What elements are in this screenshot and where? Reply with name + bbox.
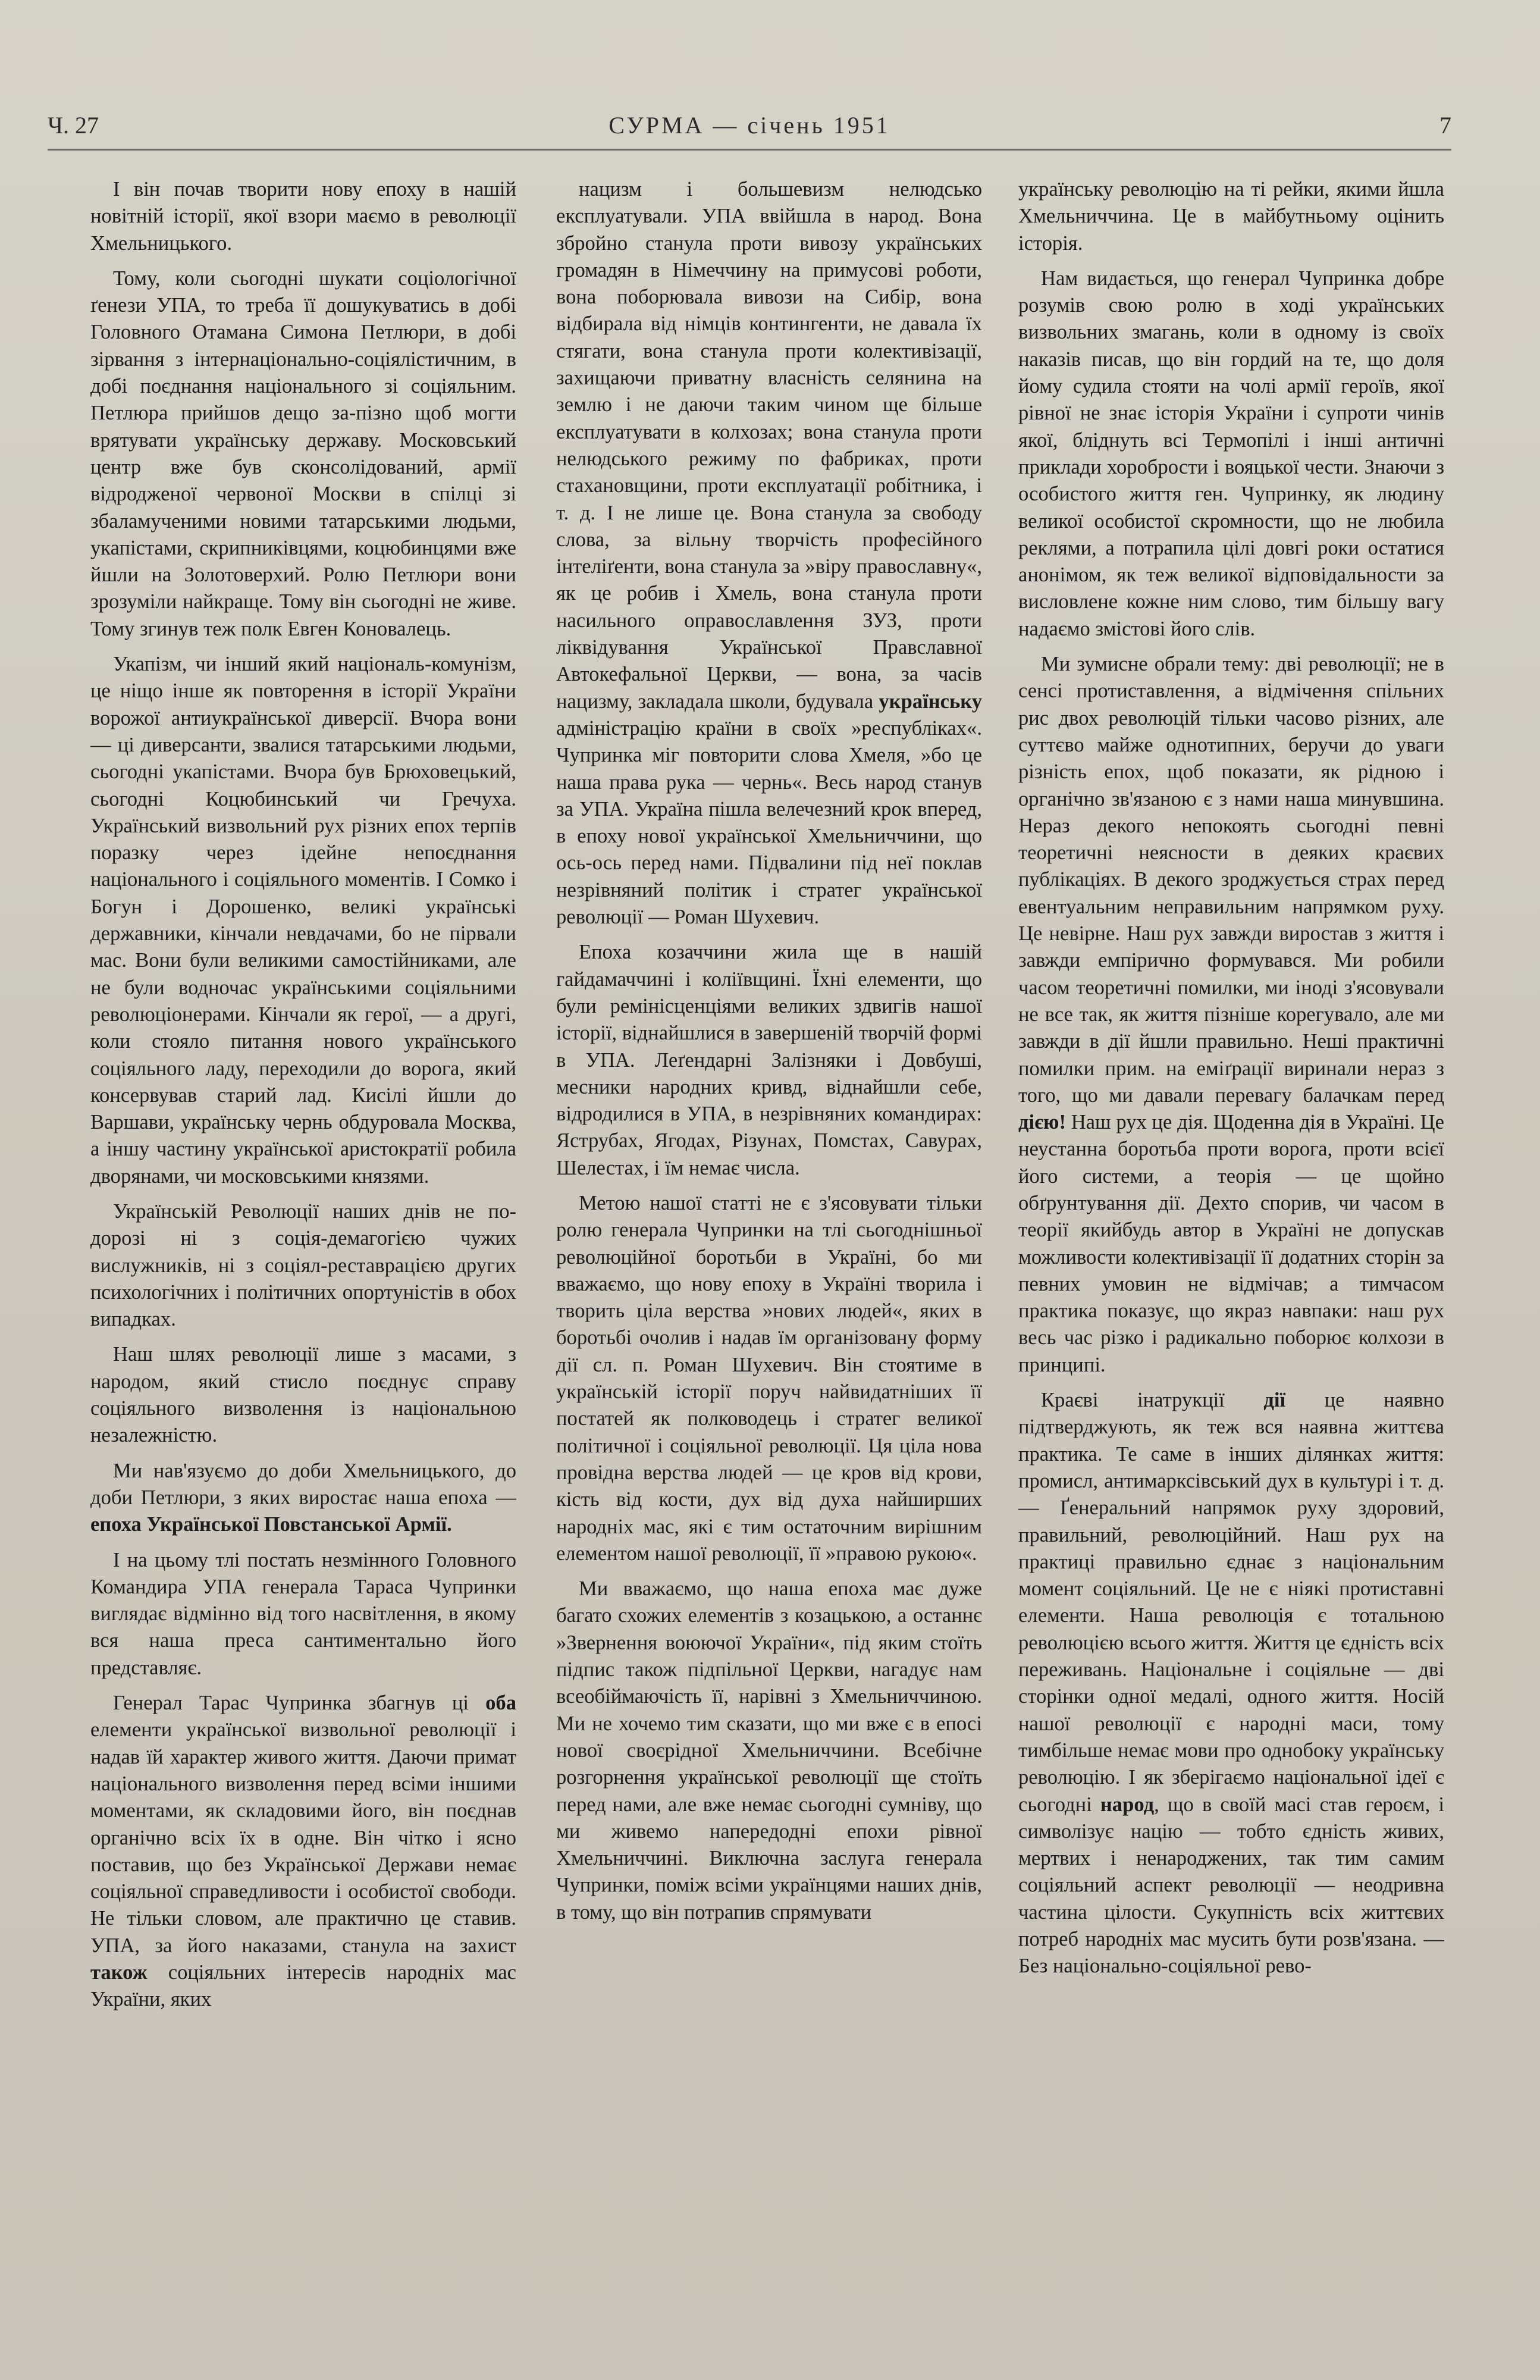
paragraph-text: Наш рух це дія. Щоденна дія в Україні. Це неустанна боротьба проти ворога, проти всієї його системи, а теорія — це щойно обґрунтування дії. Дехто спорив, чи часом в теорії якийбудь автор в Україні не допускав можливости колективізації її додатних сторін за певних умовин не відмічав; а тимчасом практика показує, що якраз навпаки: наш рух весь час різко і радикально поборює колхози в принципі.	[1018, 1111, 1444, 1376]
paragraph-text: І він почав творити нову епоху в нашій новітній історії, якої взори маємо в революції Хмельницького.	[90, 178, 516, 255]
paragraph-text: соціяльних інтересів народніх мас України, яких	[90, 1961, 516, 2011]
paragraph-text: нацизм і большевизм нелюдсько експлуатували. УПА ввійшла в народ. Вона збройно станула проти вивозу українських громадян в Німеччину на примусові роботи, вона поборювала вивози на Сибір, вона відбирала від німців контингенти, не давала їх стягати, вона станула проти колективізації, захищаючи приватну власність селянина на землю і не даючи таким чином ще більше експлуатувати в колхозах; вона станула проти нелюдського режиму по фабриках, проти стахановщини, проти експлуатації робітника, і т. д. І не лише це. Вона станула за свободу слова, за вільну творчість професійного інтеліґенти, вона станула за »віру православну«, як це робив і Хмель, вона станула проти насильного оправославлення ЗУЗ, проти ліквідування Української Правславної Автокефальної Церкви, — вона, за часів нацизму, закладала школи, будувала	[556, 178, 982, 713]
header-rule	[48, 149, 1451, 151]
paragraph	[1018, 651, 1444, 1379]
bold-emphasis: оба	[485, 1692, 516, 1715]
paragraph-text: , що в своїй масі став героєм, і символізує націю — тобто єдність живих, мертвих і ненароджених, так тим самим соціяльний аспект революції — неодривна частина цілости. Сукупність всіх життєвих потреб народніх мас мусить бути розв'язана. — Без національно-соціяльної рево-	[1018, 1793, 1444, 1978]
paragraph	[90, 1690, 516, 2013]
paragraph	[556, 1190, 982, 1567]
paragraph	[1018, 176, 1444, 257]
paragraph	[90, 176, 516, 257]
text-column-3	[1018, 176, 1444, 2342]
paragraph-text: Нам видається, що генерал Чупринка добре розумів свою ролю в ході українських визвольних змагань, коли в одному із своїх наказів писав, що він гордий на те, що доля йому судила стояти на чолі армії героїв, якої рівної не знає історія України і супроти чинів якої, бліднуть всі Термопілі і інші античні приклади хоробрости і вояцької чести. Знаючи з особистого життя ген. Чупринку, як людину великої особистої скромности, що не любила реклями, а потрапила цілі довгі роки остатися анонімом, як теж великої відповідальности за висловлене кожне ним слово, тим більшу вагу надаємо змістові його слів.	[1018, 267, 1444, 640]
paragraph	[90, 1198, 516, 1333]
paragraph-text: це наявно підтверджують, як теж вся наявна життєва практика. Те саме в інших ділянках життя: промисл, антимарксівський дух в культурі і т. д. — Ґенеральний напрямок руху здоровий, правильний, революційний. Наш рух на практиці правильно єднає з національним момент соціяльний. Це не є ніякі протиставні елементи. Наша революція є тотальною революцією всього життя. Життя це єдність всіх переживань. Національне і соціяльне — дві сторінки одної медалі, одного життя. Носій нашої революції є народні маси, тому тимбільше немає мови про однобоку українську революцію. І як зберігаємо національної ідеї є сьогодні	[1018, 1389, 1444, 1816]
paragraph-text: українську революцію на ті рейки, якими йшла Хмельниччина. Це в майбутньому оцінить історія.	[1018, 178, 1444, 255]
bold-emphasis: дією!	[1018, 1111, 1066, 1134]
paragraph-text: І на цьому тлі постать незмінного Головного Командира УПА генерала Тараса Чупринки виглядає відмінно від того насвітлення, в якому вся наша преса сантиментально його представляє.	[90, 1548, 516, 1679]
paragraph-text: Тому, коли сьогодні шукати соціологічної ґенези УПА, то треба її дошукуватись в добі Головного Отамана Симона Петлюри, в добі зірвання з інтернаціонально-соціялістичним, в добі поєднання національного зі соціяльним. Петлюра прийшов дещо за-пізно щоб могти врятувати українську державу. Московський центр вже був сконсолідований, армії відродженої червоної Москви в спілці зі збаламученими новими татарськими людьми, укапістами, скрипниківцями, коцюбинцями вже йшли на Золотоверхий. Ролю Петлюри вони зрозуміли найкраще. Тому він сьогодні не живе. Тому згинув теж полк Евген Коновалець.	[90, 267, 516, 640]
paragraph-text: Ми зумисне обрали тему: дві революції; не в сенсі протиставлення, а відмічення спільних рис двох революцій тільки часово різних, але суттєво майже однотипних, беручи до уваги різність епох, щоб показати, як рідною і органічно зв'язаною є з нами наша минувшина. Нераз декого непокоять сьогодні певні теоретичні неясности в деяких краєвих публікаціях. В декого зроджується страх перед евентуальним неправильним напрямком руху. Це невірне. Наш рух завжди виростав з життя і завжди емпірично формувався. Ми робили часом теоретичні помилки, ми іноді з'ясовували не все так, як життя пізніше корегувало, але ми завжди в дії йшли правильно. Неші практичні помилки прим. на еміґрації виринали нераз з того, що ми давали перевагу балачкам перед	[1018, 653, 1444, 1107]
paragraph	[90, 1341, 516, 1449]
paragraph-text: адміністрацію країни в своїх »республіках«. Чупринка міг повторити слова Хмеля, »бо це наша права рука — чернь«. Весь народ станув за УПА. Україна пішла велечезний крок вперед, в епоху нової української Хмельниччини, що ось-ось перед нами. Підвалини під неї поклав незрівняний політик і стратег української революції — Роман Шухевич.	[556, 716, 982, 929]
paragraph	[90, 1458, 516, 1539]
paragraph	[556, 939, 982, 1182]
paragraph-text: Краєві інатрукції	[1041, 1389, 1264, 1412]
paragraph	[90, 651, 516, 1190]
paragraph	[90, 1547, 516, 1681]
bold-emphasis: українську	[879, 690, 982, 713]
paragraph-text: Наш шлях революції лише з масами, з народом, який стисло поєднує справу соціяльного визволення із національною незалежністю.	[90, 1343, 516, 1447]
issue-number: Ч. 27	[48, 112, 99, 139]
paragraph-text: Українській Революції наших днів не по-дорозі ні з соція-демагогією чужих вислужників, ні з соціял-реставрацією других психологічних і політичних опортуністів в обох випадках.	[90, 1200, 516, 1331]
text-column-2	[556, 176, 982, 2342]
publication-title: СУРМА — січень 1951	[609, 112, 890, 139]
paragraph-text: Генерал Тарас Чупринка збагнув ці	[113, 1692, 486, 1715]
paragraph-text: Ми нав'язуємо до доби Хмельницького, до доби Петлюри, з яких виростає наша епоха —	[90, 1459, 516, 1509]
paragraph	[1018, 1387, 1444, 1980]
page-header	[48, 104, 1451, 152]
paragraph-text: Укапізм, чи інший який національ-комунізм, це ніщо інше як повторення в історії України ворожої антиукраїнської диверсії. Вчора вони — ці диверсанти, звалися татарськими людьми, сьогодні укапістами. Вчора був Брюховецький, сьогодні Коцюбинський чи Гречуха. Український визвольний рух різних епох терпів поразку через ідейне непоєднання національного і соціяльного моментів. І Сомко і Богун і Дорошенко, великі українські державники, кінчали невдачами, бо не пірвали мас. Вони були великими самостійниками, але не були водночас українськими соціяльними революціонерами. Кінчали як герої, — а другі, коли стояло питання нового українського соціяльного ладу, переходили до ворога, який консервував старий лад. Кисілі йшли до Варшави, українську чернь обдуровала Москва, а іншу частину української аристократії робила дворянами, чи московськими князями.	[90, 653, 516, 1188]
paragraph	[90, 265, 516, 643]
bold-emphasis: епоха Української Повстанської Армії.	[90, 1513, 452, 1536]
bold-emphasis: також	[90, 1961, 148, 1984]
paragraph-text: елементи української визвольної революції і надав їй характер живого життя. Даючи примат національного визволення перед всіми іншими моментами, як складовими його, він поєднав органічно всіх їх в одне. Він чітко і ясно поставив, що без Української Держави немає соціяльної справедливости і особистої свободи. Не тільки словом, але практично це ставив. УПА, за його наказами, станула на захист	[90, 1718, 516, 1957]
paragraph	[556, 1576, 982, 1926]
bold-emphasis: дії	[1263, 1389, 1286, 1412]
paragraph	[556, 176, 982, 931]
text-column-1	[90, 176, 516, 2342]
paragraph	[1018, 265, 1444, 643]
paragraph-text: Епоха козаччини жила ще в нашій гайдамаччині і коліївщині. Їхні елементи, що були ремінісценціями великих здвигів нашої історії, віднайшлися в завершеній творчій формі в УПА. Леґендарні Залізняки і Довбуші, месники народних кривд, віднайшли себе, відродилися в УПА, в незрівняних командирах: Яструбах, Ягодах, Різунах, Помстах, Савурах, Шелестах, і їм немає числа.	[556, 941, 982, 1179]
page-number: 7	[1439, 112, 1451, 139]
paragraph-text: Метою нашої статті не є з'ясовувати тільки ролю генерала Чупринки на тлі сьогоднішньої революційної боротьби в Україні, бо ми вважаємо, що нову епоху в Україні творила і творить ціла верства »нових людей«, яких в боротьбі очолив і надав їм організовану форму дії сл. п. Роман Шухевич. Він стоятиме в українській історії поруч найвидатніших її постатей як полководець і стратег великої політичної і соціяльної революції. Ця ціла нова провідна верства людей — це кров від крови, кість від кости, дух від духа найширших народніх мас, які є тим остаточним вирішним елементом нашої революції, її »правою рукою«.	[556, 1191, 982, 1565]
paragraph-text: Ми вважаємо, що наша епоха має дуже багато схожих елементів з козацькою, а останнє »Звернення воюючої України«, під яким стоїть підпис також підпільної Церкви, нагадує нам всеобіймаючість її, нарівні з Хмельниччиною. Ми не хочемо тим сказати, що ми вже є в епосі нової своєрідної Хмельниччини. Всебічне розгорнення української революції ще стоїть перед нами, але вже немає сьогодні сумніву, що ми живемо напередодні епохи рівної Хмельниччині. Виключна заслуга генерала Чупринки, поміж всіми українцями наших днів, в тому, що він потрапив спрямувати	[556, 1577, 982, 1924]
bold-emphasis: народ	[1100, 1793, 1155, 1816]
